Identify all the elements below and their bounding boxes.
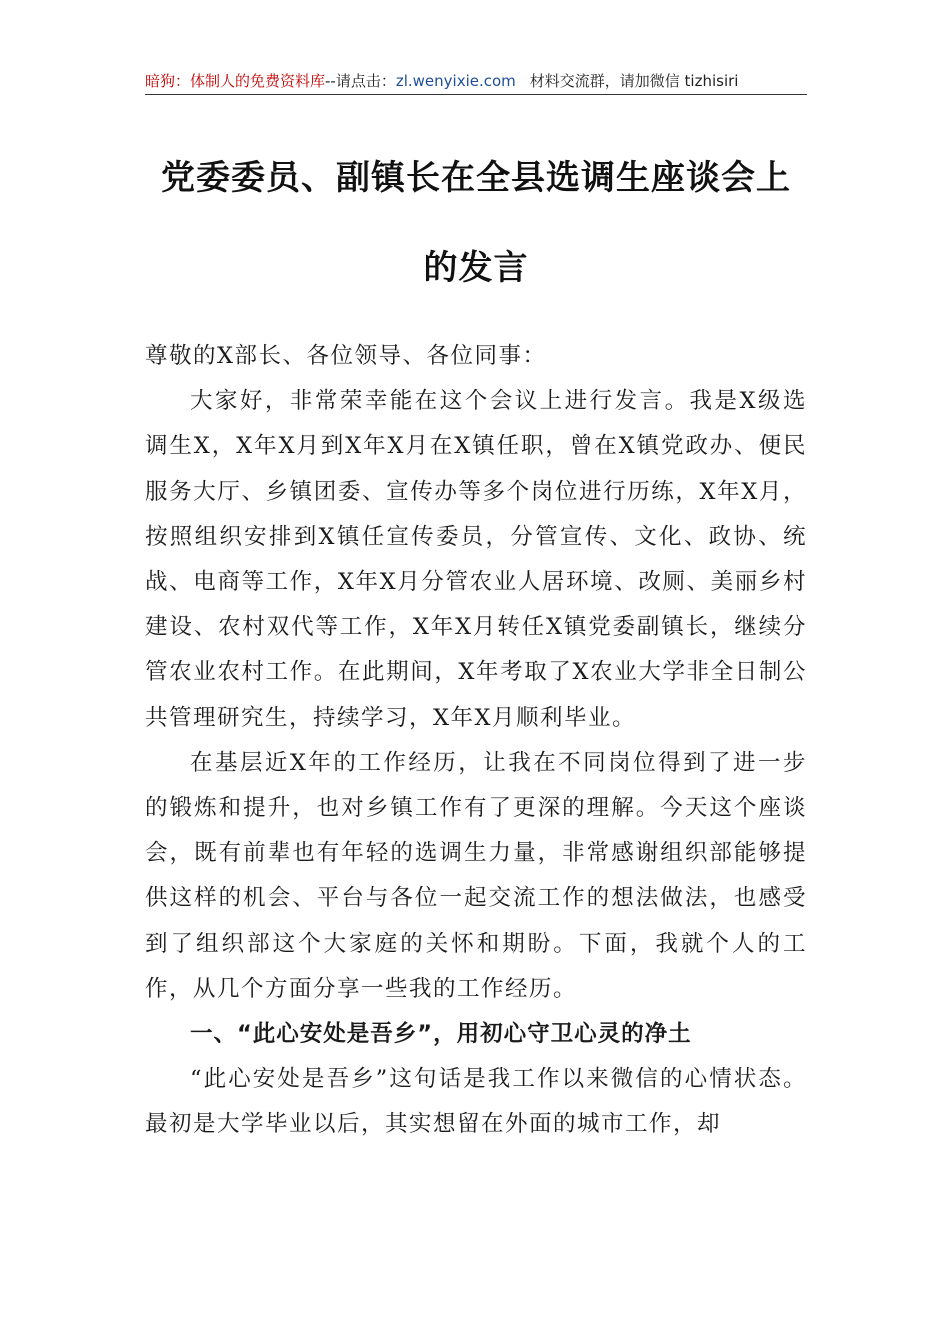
page-header bbox=[145, 70, 807, 95]
document-title-line1: 党委委员、副镇长在全县选调生座谈会上 bbox=[161, 158, 791, 198]
section-heading-1: 一、“此心安处是吾乡”，用初心守卫心灵的净土 bbox=[190, 1021, 692, 1048]
document-body bbox=[145, 334, 807, 1148]
section-1-paragraph: “此心安处是吾乡”这句话是我工作以来微信的心情状态。最初是大学毕业以后，其实想留在外面的城市工作，却 bbox=[145, 1066, 807, 1138]
site-link[interactable]: zl.wenyixie.com bbox=[395, 72, 516, 90]
paragraph-1: 大家好，非常荣幸能在这个会议上进行发言。我是X级选调生X，X年X月到X年X月在X镇任职，曾在X镇党政办、便民服务大厅、乡镇团委、宣传办等多个岗位进行历练，X年X月，按照组织安排到X镇任宣传委员，分管宣传、文化、政协、统战、电商等工作，X年X月分管农业人居环境、改厕、美丽乡村建设、农村双代等工作，X年X月转任X镇党委副镇长，继续分管农业农村工作。在此期间，X年考取了X农业大学非全日制公共管理研究生，持续学习，X年X月顺利毕业。 bbox=[145, 388, 807, 731]
paragraph-2: 在基层近X年的工作经历，让我在不同岗位得到了进一步的锻炼和提升，也对乡镇工作有了更深的理解。今天这个座谈会，既有前辈也有年轻的选调生力量，非常感谢组织部能够提供这样的机会、平台与各位一起交流工作的想法做法，也感受到了组织部这个大家庭的关怀和期盼。下面，我就个人的工作，从几个方面分享一些我的工作经历。 bbox=[145, 749, 807, 1002]
click-prompt: --请点击： bbox=[325, 72, 396, 90]
wechat-note: 材料交流群，请加微信 tizhisiri bbox=[529, 72, 739, 90]
salutation: 尊敬的X部长、各位领导、各位同事： bbox=[145, 343, 547, 369]
document-title-line2: 的发言 bbox=[423, 248, 529, 288]
site-name: 暗狗：体制人的免费资料库 bbox=[145, 72, 326, 90]
